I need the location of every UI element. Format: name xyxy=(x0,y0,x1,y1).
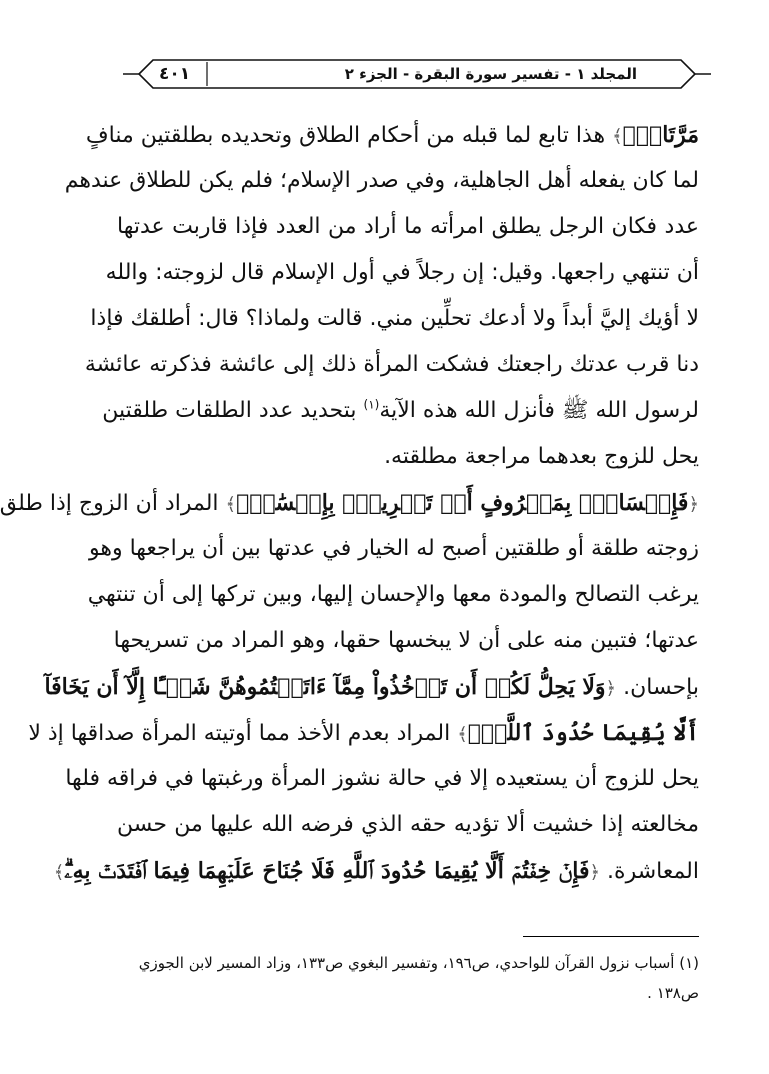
quran-text: فَإِنۡ خِفۡتُمۡ أَلَّا يُقِيمَا حُدُودَ ٱللَّهِ فَلَا جُنَاحَ عَلَيۡهِمَا فِيمَا ٱفۡتَدَتۡ بِهِۦۗ xyxy=(64,858,590,884)
text-line xyxy=(90,296,699,342)
line-text: لما كان يفعله أهل الجاهلية، وفي صدر الإسلام؛ فلم يكن للطلاق عندهم xyxy=(64,168,699,193)
line-text: هذا تابع لما قبله من أحكام الطلاق وتحديده بطلقتين منافٍ xyxy=(85,123,613,148)
footnote-line: ص١٣٨ . xyxy=(647,984,699,1002)
quran-text: أَلَّا يُقِيمَا حُدُودَ ٱللَّهِۖ xyxy=(467,720,699,746)
line-text: عدد فكان الرجل يطلق امرأته ما أراد من العدد فإذا قاربت عدتها xyxy=(117,214,699,239)
line-text: لا أؤيك إليَّ أبداً ولا أدعك تحلِّين مني. قالت ولماذا؟ قال: أطلقك فإذا xyxy=(90,306,699,331)
verse-bracket-icon: ﴾ xyxy=(225,494,237,515)
line-text: بتحديد عدد الطلقات طلقتين xyxy=(102,398,364,423)
verse-bracket-icon: ﴾ xyxy=(612,126,623,147)
text-line xyxy=(105,250,699,296)
verse-bracket-icon: ﴿ xyxy=(589,862,601,883)
line-text: أن تنتهي راجعها. وقيل: إن رجلاً في أول الإسلام قال لزوجته: والله xyxy=(105,260,699,285)
text-line xyxy=(84,342,699,388)
text-line xyxy=(117,802,699,848)
text-line xyxy=(113,618,699,664)
footnote-ref[interactable]: (١) xyxy=(363,397,380,412)
quran-text: مَرَّتَانِۖ xyxy=(622,122,699,148)
line-text: زوجته طلقة أو طلقتين أصبح له الخيار في عدتها بين أن يراجعها وهو xyxy=(88,536,699,561)
text-line xyxy=(0,480,699,526)
running-title: المجلد ١ - تفسير سورة البقرة - الجزء ٢ xyxy=(344,65,637,83)
text-line xyxy=(28,710,699,756)
line-text: مخالعته إذا خشيت ألا تؤديه حقه الذي فرضه الله عليها من حسن xyxy=(117,812,699,837)
line-text: المعاشرة. xyxy=(600,859,699,884)
text-line xyxy=(102,388,699,434)
verse-bracket-icon: ﴾ xyxy=(457,724,468,745)
verse-bracket-icon: ﴾ xyxy=(53,862,65,883)
line-text: بإحسان. xyxy=(616,675,699,700)
line-text: دنا قرب عدتك راجعتك فشكت المرأة ذلك إلى عائشة فذكرته عائشة xyxy=(84,352,699,377)
footnotes xyxy=(117,948,699,1008)
line-text: لرسول الله ﷺ فأنزل الله هذه الآية xyxy=(379,398,699,423)
page-body xyxy=(0,112,699,894)
text-line xyxy=(88,526,699,572)
page-number: ٤٠١ xyxy=(159,64,191,84)
running-header xyxy=(119,54,715,94)
text-line xyxy=(64,158,699,204)
verse-bracket-icon: ﴿ xyxy=(605,678,617,699)
text-line xyxy=(85,112,699,158)
text-line xyxy=(87,572,699,618)
line-text: المراد أن الزوج إذا طلق xyxy=(0,491,226,516)
text-line xyxy=(44,664,699,710)
line-text: المراد بعدم الأخذ مما أوتيته المرأة صداقها إذ لا xyxy=(28,721,458,746)
quran-text: وَلَا يَحِلُّ لَكُمۡ أَن تَأۡخُذُواْ مِمَّآ ءَاتَيۡتُمُوهُنَّ شَيۡـًٔا إِلَّآ أَن يَخَافَآ xyxy=(44,674,606,700)
text-line xyxy=(53,848,699,894)
line-text: يرغب التصالح والمودة معها والإحسان إليها، وبين تركها إلى أن تنتهي xyxy=(87,582,699,607)
footnote-line: (١) أسباب نزول القرآن للواحدي، ص١٩٦، وتفسير البغوي ص١٣٣، وزاد المسير لابن الجوزي xyxy=(138,954,699,972)
text-line xyxy=(117,434,699,480)
quran-text: فَإِمۡسَاكُۢ بِمَعۡرُوفٍ أَوۡ تَسۡرِيحُۢ بِإِحۡسَٰنٖۗ xyxy=(236,490,689,516)
line-text: يحل للزوج أن يستعيده إلا في حالة نشوز المرأة ورغبتها في فراقه فلها xyxy=(65,766,699,791)
text-line xyxy=(117,204,699,250)
footnote-divider xyxy=(523,936,699,937)
line-text: عدتها؛ فتبين منه على أن لا يبخسها حقها، وهو المراد من تسريحها xyxy=(113,628,699,653)
text-line xyxy=(65,756,699,802)
verse-bracket-icon: ﴿ xyxy=(688,494,699,515)
line-text: يحل للزوج بعدهما مراجعة مطلقته. xyxy=(384,444,699,469)
